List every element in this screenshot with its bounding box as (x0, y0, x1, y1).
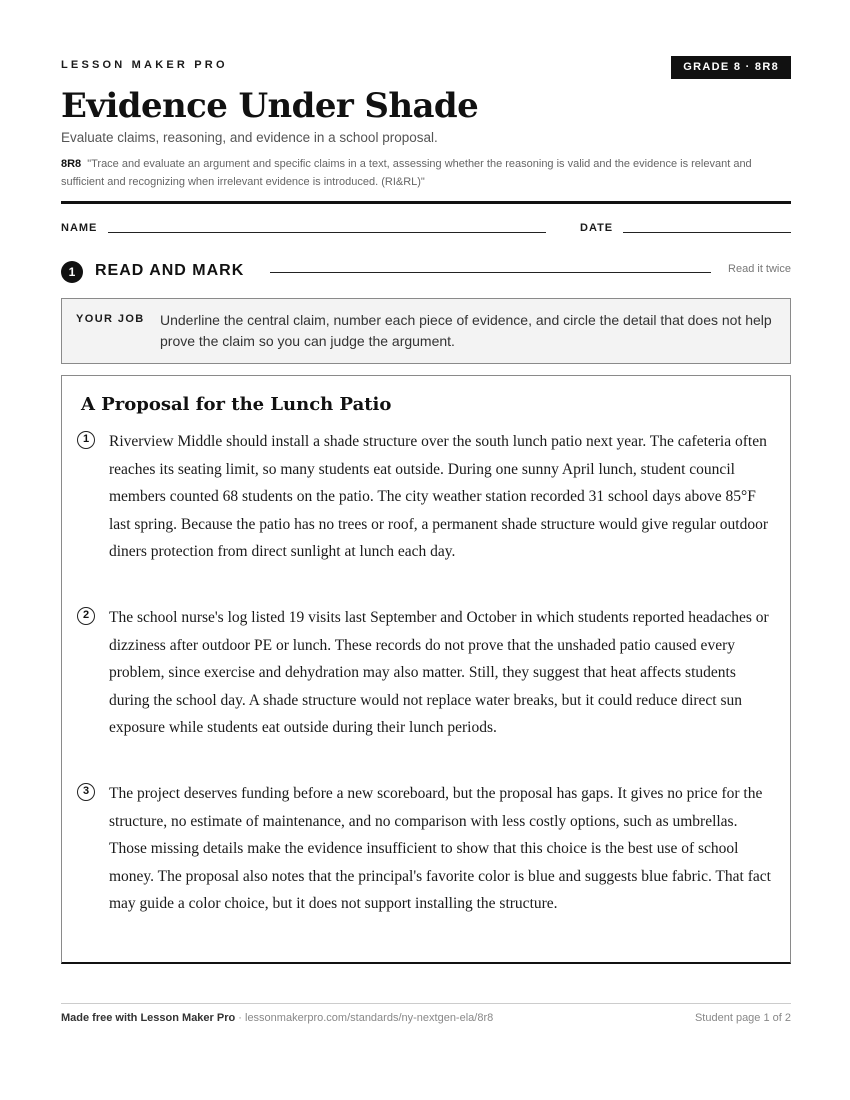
section-note: Read it twice (728, 263, 791, 275)
standard-code: 8R8 (61, 158, 82, 170)
name-date-row (61, 222, 791, 238)
section-divider (270, 272, 711, 273)
passage-paragraph-1: Riverview Middle should install a shade structure over the south lunch patio next year. The cafeteria often reaches its seating limit, so many students eat outside. During one sunny April lunch, student council members counted 68 students on the patio. The city weather station recorded 31 school days above 85°F last spring. Because the patio has no trees or roof, a permanent shade structure would give regular outdoor diners protection from direct sunlight at lunch each day. (109, 433, 768, 560)
reading-passage (61, 375, 791, 964)
page-subtitle: Evaluate claims, reasoning, and evidence in a school proposal. (61, 130, 438, 145)
worksheet-page (61, 0, 791, 1100)
footer (61, 1012, 791, 1024)
header-row (61, 56, 791, 80)
date-label: DATE (580, 222, 614, 234)
passage-paragraph-3: The project deserves funding before a new scoreboard, but the proposal has gaps. It gives no price for the structure, no estimate of maintenance, and no comparison with less costly options, such as umbrellas. Those missing details make the evidence insufficient to show that this choice is the best use of school money. The proposal also notes that the principal's favorite color is blue and suggests blue fabric. That fact may guide a color choice, but it does not support installing the structure. (109, 785, 771, 912)
section-number-badge: 1 (61, 261, 83, 283)
name-label: NAME (61, 222, 98, 234)
brand-name: LESSON MAKER PRO (61, 59, 228, 71)
section-heading (61, 260, 791, 284)
paragraph-number-1: 1 (77, 431, 95, 449)
standard-description (61, 155, 791, 191)
your-job-label: YOUR JOB (76, 313, 145, 325)
grade-badge: GRADE 8 · 8R8 (671, 56, 791, 79)
footer-divider (61, 1003, 791, 1004)
your-job-instructions: Underline the central claim, number each piece of evidence, and circle the detail that does not help prove the claim so you can judge the argument. (160, 312, 772, 349)
page-number: Student page 1 of 2 (694, 1012, 791, 1024)
name-field[interactable] (108, 232, 546, 233)
passage-paragraph-2: The school nurse's log listed 19 visits last September and October in which students reported headaches or dizziness after outdoor PE or lunch. These records do not prove that the unshaded patio caused every problem, since exercise and dehydration may also matter. Still, they suggest that heat affects students during the school day. A shade structure would not replace water breaks, but it could reduce direct sun exposure while students eat outside during their lunch periods. (109, 609, 769, 736)
footer-link[interactable]: · lessonmakerpro.com/standards/ny-nextgen-ela/8r8 (235, 1012, 494, 1024)
footer-credit: Made free with Lesson Maker Pro (61, 1012, 236, 1024)
paragraph-number-2: 2 (77, 607, 95, 625)
your-job-box (61, 298, 791, 364)
passage-title: A Proposal for the Lunch Patio (81, 394, 392, 415)
paragraph-number-3: 3 (77, 783, 95, 801)
section-title: READ AND MARK (95, 262, 245, 279)
page-title: Evidence Under Shade (61, 86, 479, 126)
date-field[interactable] (623, 232, 791, 233)
standard-text: "Trace and evaluate an argument and specific claims in a text, assessing whether the reasoning is valid and the evidence is relevant and sufficient and recognizing when irrelevant evidence is introduced. (RI&RL)" (61, 158, 752, 188)
header-divider (61, 201, 791, 204)
